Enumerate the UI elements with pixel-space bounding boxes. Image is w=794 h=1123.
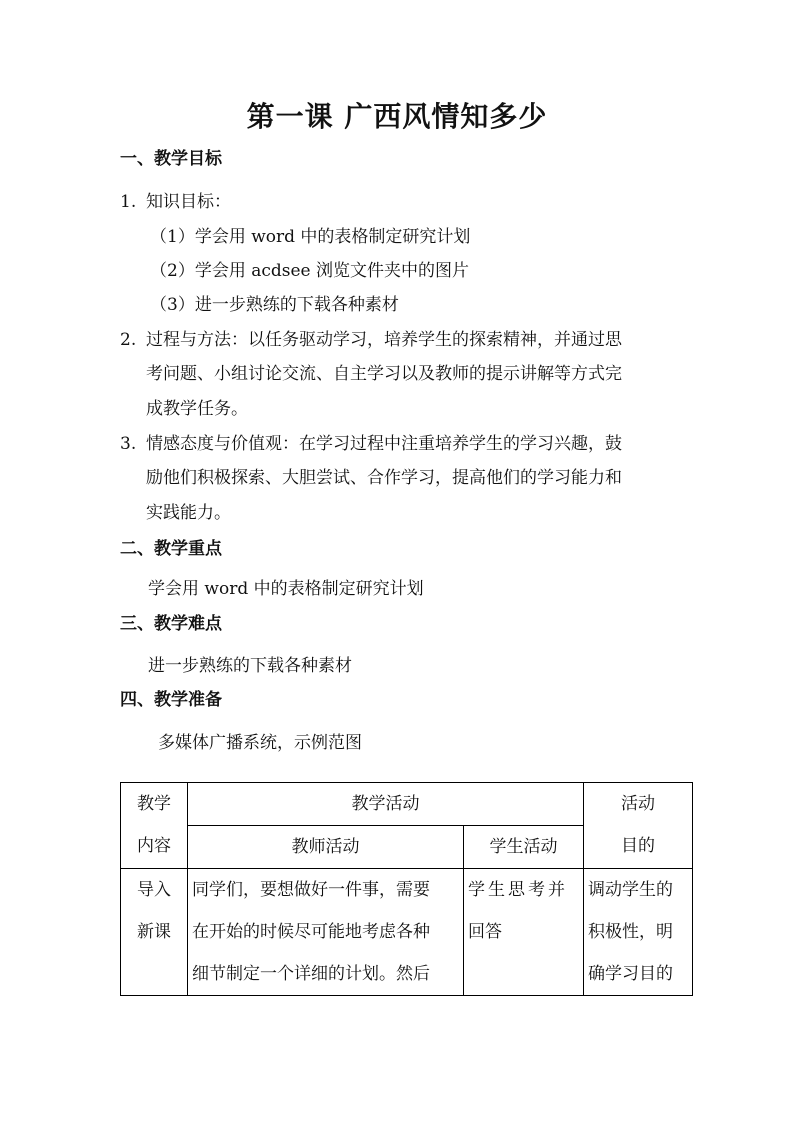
objective-1-number: 1. (120, 192, 137, 212)
row1-purpose-line-2: 积极性，明 (588, 922, 673, 942)
objective-3 (120, 432, 622, 456)
row1-purpose-cell (584, 869, 693, 996)
table-row (121, 869, 693, 996)
row1-teacher-line-3: 细节制定一个详细的计划。然后 (192, 964, 430, 984)
row1-student-line-1: 学生思考并 (468, 880, 568, 900)
row1-purpose-line-1: 调动学生的 (588, 880, 673, 900)
row1-content-line-2: 新课 (137, 922, 171, 942)
row1-teacher-cell (188, 869, 464, 996)
section-heading-objectives: 一、教学目标 (120, 149, 222, 169)
objective-2-line-1: 过程与方法：以任务驱动学习，培养学生的探索精神，并通过思 (146, 330, 622, 350)
preparation-text: 多媒体广播系统，示例范图 (158, 733, 362, 753)
header-content-line-1: 教学 (137, 794, 171, 814)
objective-2-number: 2. (120, 330, 137, 350)
row1-content-line-1: 导入 (137, 880, 171, 900)
header-purpose-line-2: 目的 (621, 836, 655, 856)
objective-3-line-2: 励他们积极探索、大胆尝试、合作学习，提高他们的学习能力和 (146, 468, 622, 488)
lesson-plan-table (120, 782, 693, 996)
objective-1-text: 知识目标： (146, 192, 231, 212)
objective-3-number: 3. (120, 434, 137, 454)
objective-1-sub-3: （3）进一步熟练的下载各种素材 (150, 295, 399, 315)
header-purpose-cell (584, 783, 693, 869)
row1-purpose-line-3: 确学习目的 (588, 964, 673, 984)
objective-1-sub-1: （1）学会用 word 中的表格制定研究计划 (150, 227, 471, 247)
header-content-line-2: 内容 (137, 836, 171, 856)
header-teacher-cell: 教师活动 (188, 826, 464, 869)
objective-2-line-2: 考问题、小组讨论交流、自主学习以及教师的提示讲解等方式完 (146, 364, 622, 384)
row1-student-line-2: 回答 (468, 922, 502, 942)
objective-2-line-3: 成教学任务。 (146, 399, 248, 419)
objective-1 (120, 190, 231, 214)
row1-teacher-line-2: 在开始的时候尽可能地考虑各种 (192, 922, 430, 942)
difficulties-text: 进一步熟练的下载各种素材 (148, 656, 352, 676)
section-heading-key-points: 二、教学重点 (120, 539, 222, 559)
row1-content-cell (121, 869, 188, 996)
header-activity-cell: 教学活动 (188, 783, 584, 826)
table-header-row-1 (121, 783, 693, 826)
objective-2 (120, 328, 622, 352)
header-student-cell: 学生活动 (464, 826, 584, 869)
lesson-title: 第一课 广西风情知多少 (246, 100, 548, 133)
section-heading-difficulties: 三、教学难点 (120, 614, 222, 634)
section-heading-preparation: 四、教学准备 (120, 690, 222, 710)
objective-3-line-3: 实践能力。 (146, 503, 231, 523)
row1-student-cell (464, 869, 584, 996)
objective-3-line-1: 情感态度与价值观：在学习过程中注重培养学生的学习兴趣，鼓 (146, 434, 622, 454)
row1-teacher-line-1: 同学们，要想做好一件事，需要 (192, 880, 430, 900)
objective-1-sub-2: （2）学会用 acdsee 浏览文件夹中的图片 (150, 261, 470, 281)
key-points-text: 学会用 word 中的表格制定研究计划 (148, 579, 424, 599)
header-content-cell (121, 783, 188, 869)
header-purpose-line-1: 活动 (621, 794, 655, 814)
